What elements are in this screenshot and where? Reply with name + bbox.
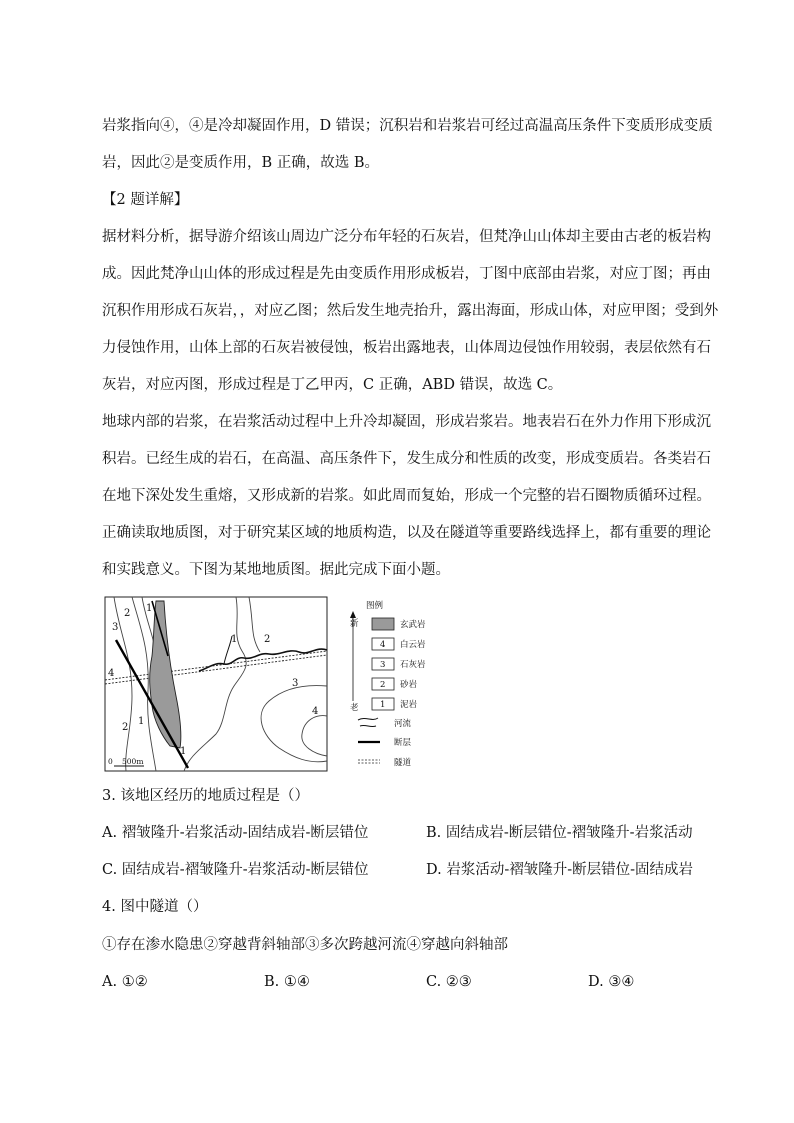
region-label: 1 [138, 716, 145, 727]
river-line [199, 649, 327, 671]
question-4-stem: 4. 图中隧道（） [102, 899, 208, 915]
tunnel-line [105, 651, 327, 680]
map-legend [350, 600, 426, 768]
region-label: 2 [124, 608, 131, 619]
paragraph-line: 沉积作用形成石灰岩，，对应乙图；然后发生地壳抬升，露出海面，形成山体，对应甲图；受到外 [102, 303, 719, 319]
age-arrow-head [350, 611, 356, 618]
region-label: 1 [180, 746, 187, 757]
legend-label: 泥岩 [400, 700, 418, 710]
paragraph-line: 正确读取地质图，对于研究某区域的地质构造，以及在隧道等重要路线选择上，都有重要的理论 [102, 525, 711, 541]
q3-option-a[interactable]: A. 褶皱隆升-岩浆活动-固结成岩-断层错位 [102, 825, 369, 841]
paragraph-line: 灰岩，对应丙图，形成过程是丁乙甲丙，C 正确，ABD 错误，故选 C。 [102, 377, 563, 393]
paragraph-line: 在地下深处发生重熔，又形成新的岩浆。如此周而复始，形成一个完整的岩石圈物质循环过程。 [102, 488, 711, 504]
question-3-stem: 3. 该地区经历的地质过程是（） [102, 788, 309, 804]
legend-code: 4 [380, 640, 386, 650]
paragraph-line: 岩，因此②是变质作用，B 正确，故选 B。 [102, 155, 380, 171]
legend-label: 隧道 [394, 758, 412, 768]
q4-option-c[interactable]: C. ②③ [426, 974, 472, 990]
q4-option-a[interactable]: A. ①② [102, 974, 148, 990]
legend-old: 老 [350, 703, 359, 713]
section-heading: 【2 题详解】 [102, 192, 189, 208]
paragraph-line: 地球内部的岩浆，在岩浆活动过程中上升冷却凝固，形成岩浆岩。地表岩石在外力作用下形成沉 [102, 414, 711, 430]
region-label: 2 [122, 722, 129, 733]
legend-title: 图例 [366, 601, 384, 611]
legend-code: 3 [380, 660, 386, 670]
legend-swatch-basalt [372, 618, 394, 630]
region-label: 2 [264, 634, 271, 645]
legend-code: 1 [380, 700, 386, 710]
legend-label: 石灰岩 [400, 660, 426, 670]
paragraph-line: 积岩。已经生成的岩石，在高温、高压条件下，发生成分和性质的改变，形成变质岩。各类岩石 [102, 451, 711, 467]
scale-label: 500m [122, 757, 144, 766]
question-4-statements: ①存在渗水隐患②穿越背斜轴部③多次跨越河流④穿越向斜轴部 [102, 937, 508, 953]
river-legend-icon [358, 718, 378, 727]
q3-option-b[interactable]: B. 固结成岩-断层错位-褶皱隆升-岩浆活动 [426, 825, 693, 841]
region-label: 4 [108, 668, 115, 679]
legend-label: 断层 [394, 738, 412, 748]
paragraph-line: 据材料分析，据导游介绍该山周边广泛分布年轻的石灰岩，但梵净山山体却主要由古老的板岩构 [102, 229, 711, 245]
q4-option-d[interactable]: D. ③④ [588, 974, 635, 990]
q4-option-b[interactable]: B. ①④ [264, 974, 310, 990]
q3-option-c[interactable]: C. 固结成岩-褶皱隆升-岩浆活动-断层错位 [102, 862, 369, 878]
region-label: 1 [146, 603, 153, 614]
legend-label: 白云岩 [400, 640, 426, 650]
region-label: 3 [112, 622, 119, 633]
paragraph-line: 力侵蚀作用，山体上部的石灰岩被侵蚀，板岩出露地表，山体周边侵蚀作用较弱，表层依然有石 [102, 340, 711, 356]
legend-young: 新 [350, 619, 359, 629]
q3-option-d[interactable]: D. 岩浆活动-褶皱隆升-断层错位-固结成岩 [426, 862, 694, 878]
scale-zero: 0 [108, 757, 113, 766]
legend-label: 玄武岩 [400, 620, 426, 630]
legend-label: 砂岩 [400, 680, 418, 690]
legend-code: 2 [380, 680, 386, 690]
legend-label: 河流 [394, 719, 412, 729]
geological-map [104, 596, 444, 776]
region-label: 1 [231, 634, 238, 645]
paragraph-line: 成。因此梵净山山体的形成过程是先由变质作用形成板岩，丁图中底部由岩浆，对应丁图；再由 [102, 266, 711, 282]
region-label: 4 [312, 706, 319, 717]
region-label: 3 [292, 678, 299, 689]
paragraph-line: 岩浆指向④，④是冷却凝固作用，D 错误；沉积岩和岩浆岩可经过高温高压条件下变质形成变质 [102, 118, 713, 134]
paragraph-line: 和实践意义。下图为某地地质图。据此完成下面小题。 [102, 562, 450, 578]
